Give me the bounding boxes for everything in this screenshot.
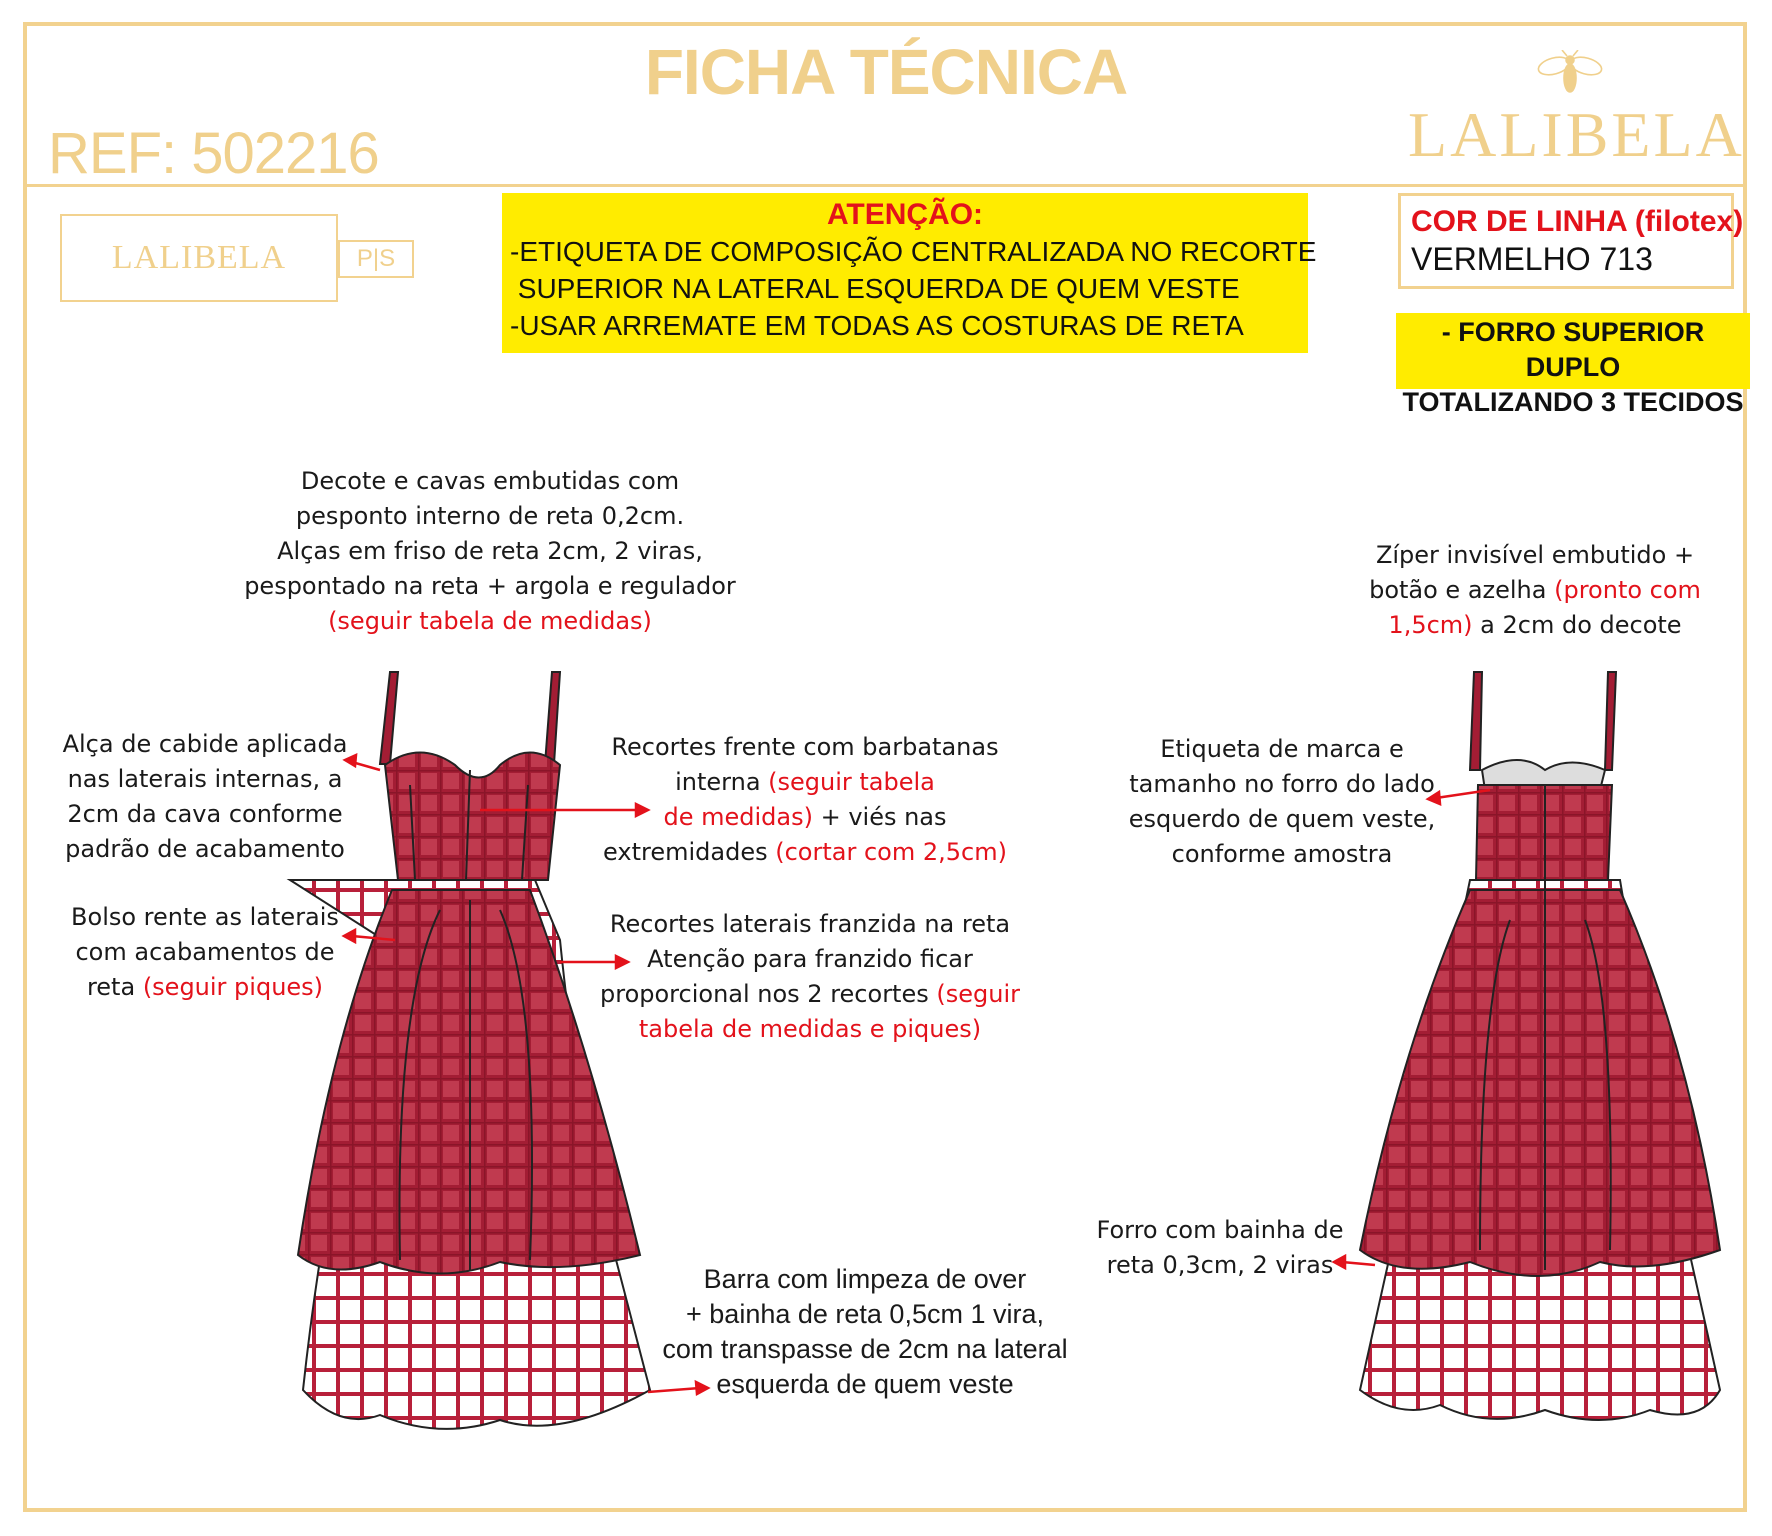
note-line: tamanho no forro do lado xyxy=(1129,770,1435,798)
note-line: de medidas) + viés nas xyxy=(663,803,947,831)
attention-line: SUPERIOR NA LATERAL ESQUERDA DE QUEM VESTE xyxy=(510,273,1240,304)
note-line: 2cm da cava conforme xyxy=(67,800,343,828)
note-line: conforme amostra xyxy=(1171,840,1393,868)
note-line: Recortes frente com barbatanas xyxy=(611,733,999,761)
note-line: padrão de acabamento xyxy=(65,835,345,863)
lining-note-line: - FORRO SUPERIOR DUPLO xyxy=(1441,317,1705,382)
note-line: 1,5cm) a 2cm do decote xyxy=(1388,611,1682,639)
note-line: Etiqueta de marca e xyxy=(1160,735,1404,763)
note-line: pespontado na reta + argola e regulador xyxy=(244,572,736,600)
note-line: esquerdo de quem veste, xyxy=(1128,805,1436,833)
note-line: Forro com bainha de xyxy=(1096,1216,1344,1244)
lining-note-line: TOTALIZANDO 3 TECIDOS xyxy=(1402,387,1744,417)
note-hem xyxy=(650,1262,1080,1402)
thread-color-value: VERMELHO 713 xyxy=(1411,241,1653,277)
note-zipper xyxy=(1340,538,1730,643)
note-line: nas laterais internas, a xyxy=(67,765,343,793)
label-tag-brand: LALIBELA xyxy=(60,214,338,302)
note-front-seams xyxy=(585,730,1025,870)
note-line: proporcional nos 2 recortes (seguir xyxy=(600,980,1020,1008)
note-line: Alça de cabide aplicada xyxy=(62,730,348,758)
brand-logo: LALIBELA xyxy=(1408,99,1745,170)
note-line: + bainha de reta 0,5cm 1 vira, xyxy=(686,1299,1044,1329)
note-line: interna (seguir tabela xyxy=(675,768,935,796)
note-line: Atenção para franzido ficar xyxy=(647,945,973,973)
note-line: esquerda de quem veste xyxy=(716,1369,1014,1399)
note-line: Decote e cavas embutidas com xyxy=(300,467,680,495)
note-brand-label xyxy=(1112,732,1452,872)
note-line: Bolso rente as laterais xyxy=(71,903,339,931)
page-title: FICHA TÉCNICA xyxy=(644,36,1128,108)
attention-line: -USAR ARREMATE EM TODAS AS COSTURAS DE RETA xyxy=(510,310,1244,341)
label-tag-size: P|S xyxy=(338,240,414,278)
note-line: Recortes laterais franzida na reta xyxy=(609,910,1011,938)
thread-color-label: COR DE LINHA (filotex) xyxy=(1411,205,1744,238)
attention-line: -ETIQUETA DE COMPOSIÇÃO CENTRALIZADA NO RECORTE xyxy=(510,236,1317,267)
note-line: pesponto interno de reta 0,2cm. xyxy=(295,502,685,530)
note-line: reta 0,3cm, 2 viras xyxy=(1106,1251,1334,1279)
note-line: extremidades (cortar com 2,5cm) xyxy=(603,838,1007,866)
note-line-red: (seguir tabela de medidas) xyxy=(328,607,652,635)
note-line: com transpasse de 2cm na lateral xyxy=(662,1334,1068,1364)
attention-heading: ATENÇÃO: xyxy=(826,198,984,231)
note-neckline xyxy=(230,464,750,639)
note-line: reta (seguir piques) xyxy=(86,973,324,1001)
note-line: com acabamentos de xyxy=(75,938,335,966)
note-line: Barra com limpeza de over xyxy=(703,1264,1027,1294)
note-side-seams xyxy=(590,907,1030,1047)
note-lining-hem xyxy=(1080,1213,1360,1283)
note-line-red: tabela de medidas e piques) xyxy=(638,1015,982,1043)
reference-number: REF: 502216 xyxy=(48,121,379,186)
note-hanger-loop xyxy=(50,727,360,867)
note-line: botão e azelha (pronto com xyxy=(1369,576,1701,604)
note-line: Zíper invisível embutido + xyxy=(1375,541,1695,569)
note-line: Alças em friso de reta 2cm, 2 viras, xyxy=(277,537,703,565)
note-pocket xyxy=(55,900,355,1005)
